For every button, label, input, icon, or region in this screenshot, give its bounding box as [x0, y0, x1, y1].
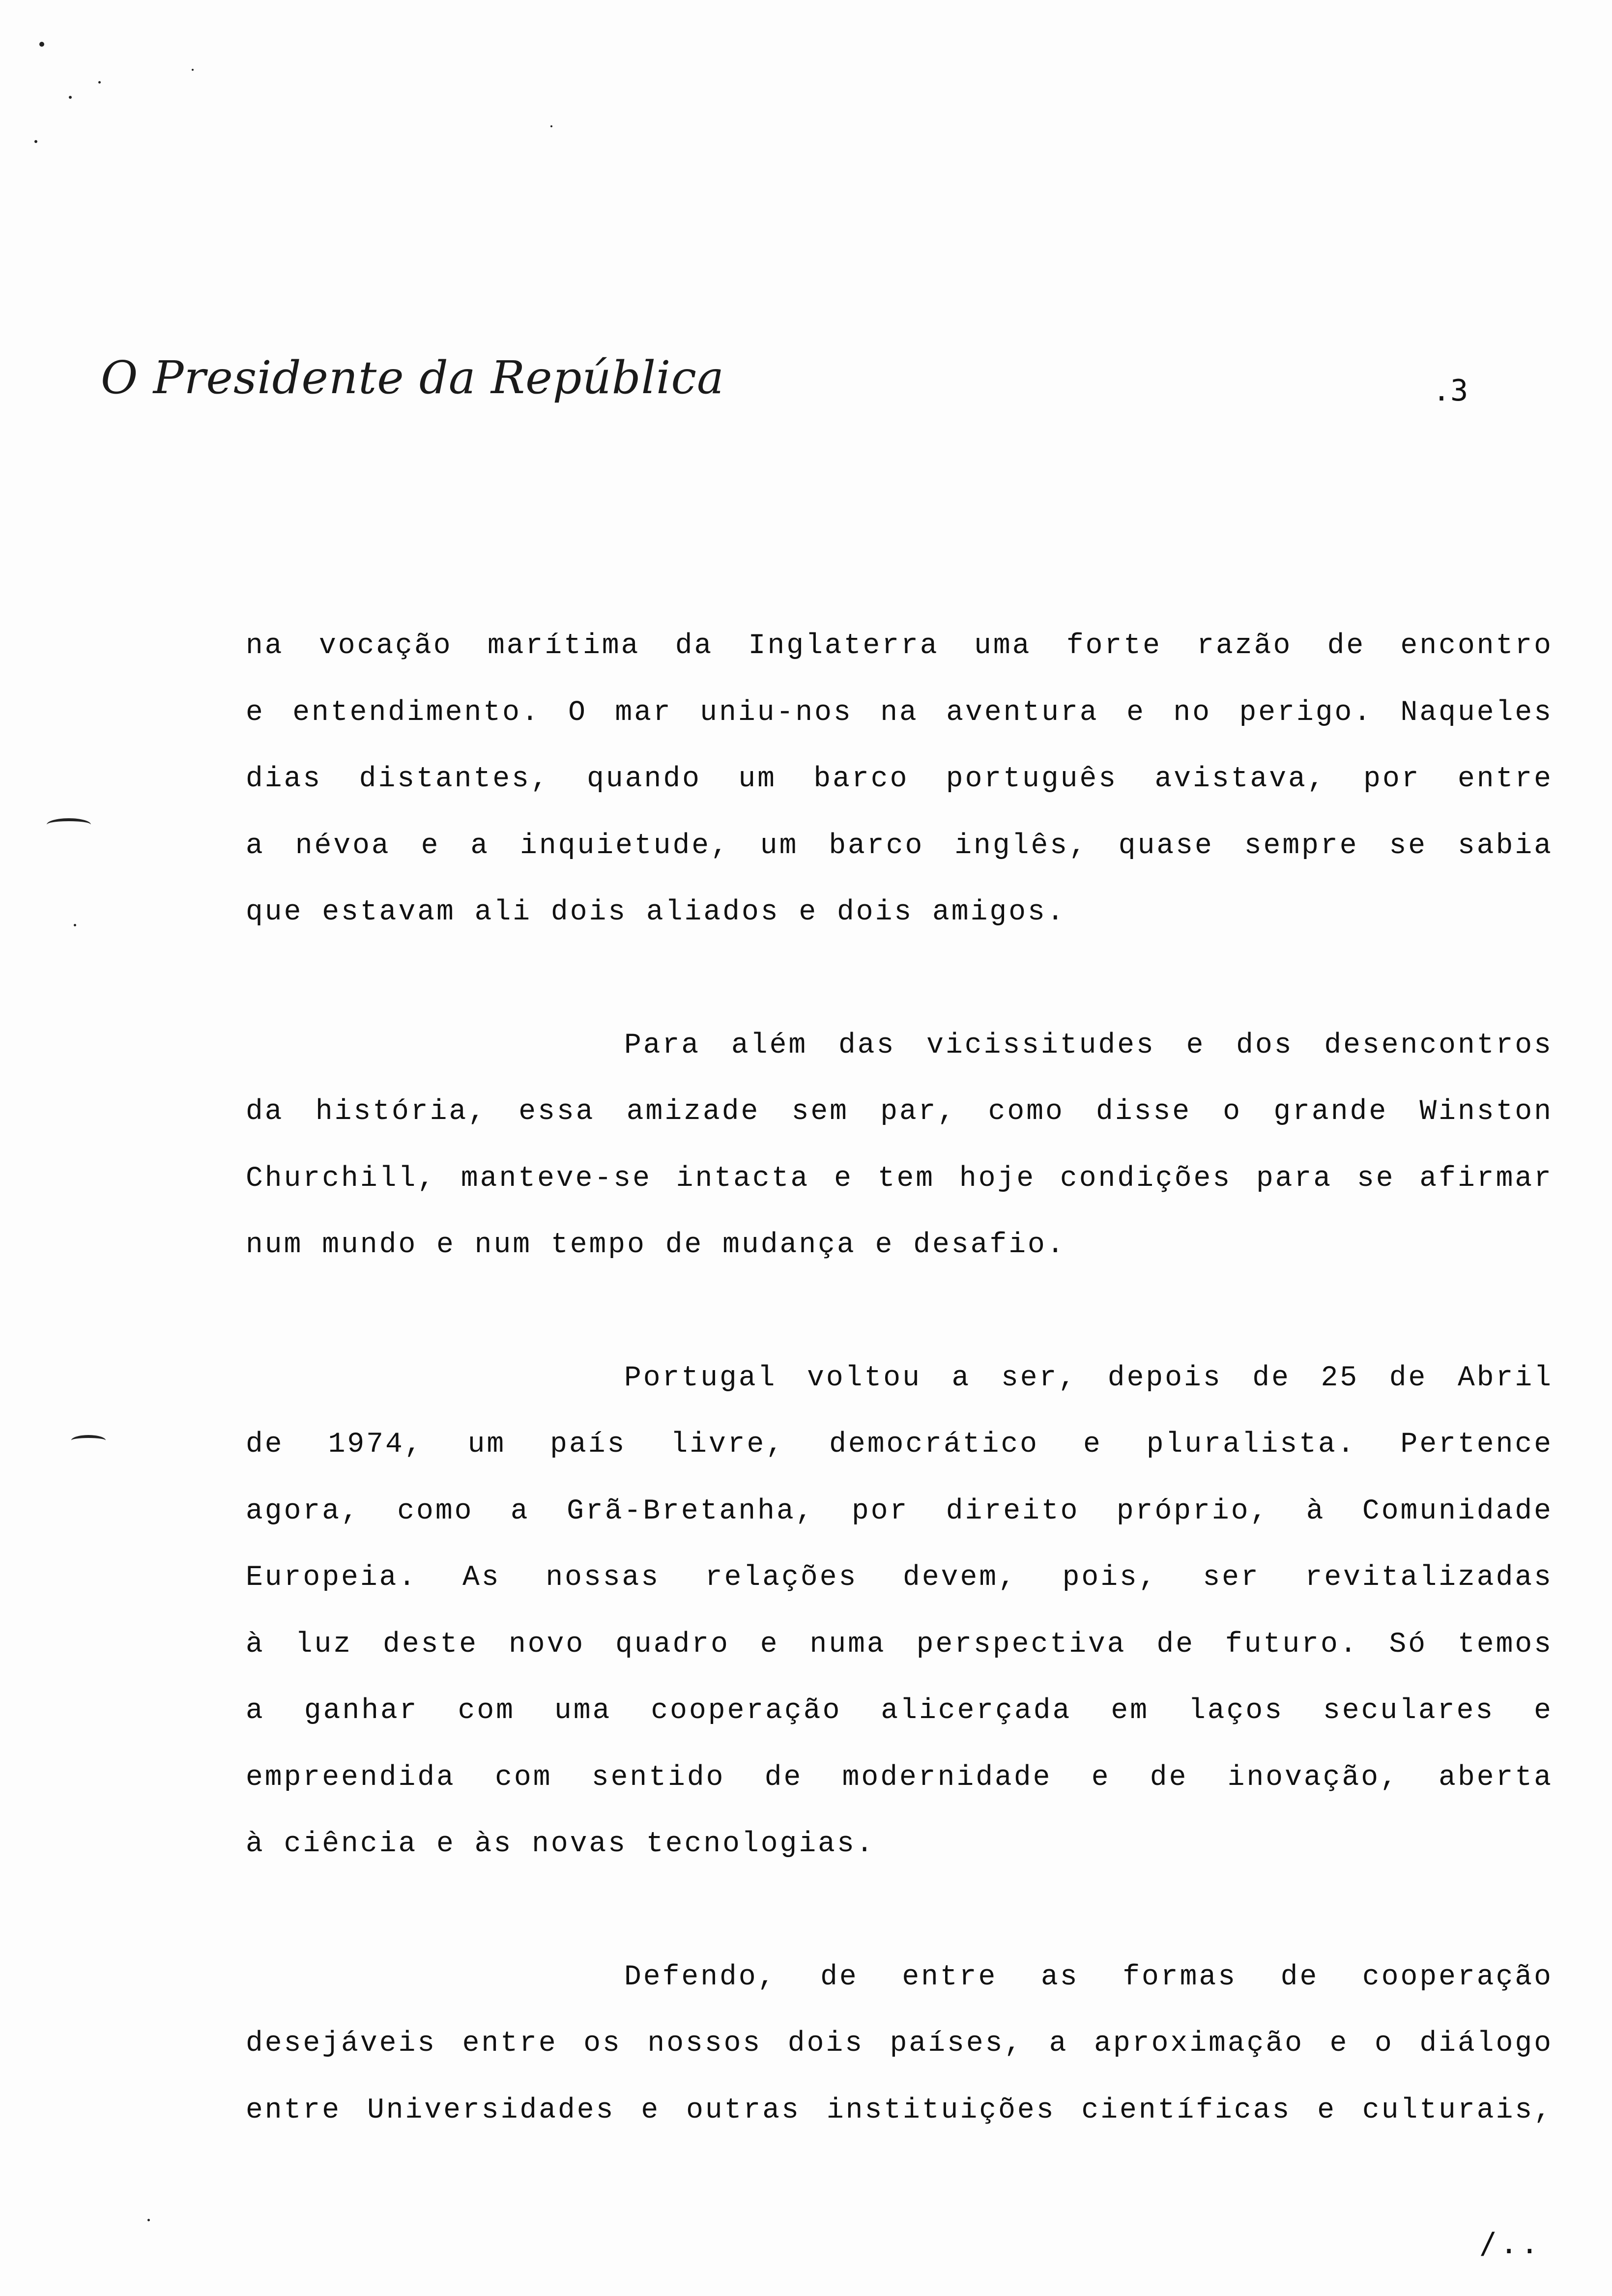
margin-mark	[47, 818, 91, 831]
text-line: dias distantes, quando um barco português avistava, por entre	[246, 763, 1553, 795]
text-line: entre Universidades e outras instituições científicas e culturais,	[246, 2094, 1553, 2126]
text-line: Churchill, manteve-se intacta e tem hoje condições para se afirmar	[246, 1162, 1553, 1195]
scan-speck	[74, 924, 76, 926]
text-line: à luz deste novo quadro e numa perspectiva de futuro. Só temos	[246, 1628, 1553, 1661]
scan-speck	[98, 81, 101, 84]
scan-speck	[147, 2219, 150, 2221]
text-line: a névoa e a inquietude, um barco inglês, quase sempre se sabia	[246, 830, 1553, 862]
scan-speck	[192, 69, 194, 71]
page-number: .3	[1433, 373, 1468, 408]
text-line: num mundo e num tempo de mudança e desafio.	[246, 1229, 1066, 1261]
text-line: Portugal voltou a ser, depois de 25 de Abril	[624, 1362, 1553, 1394]
scan-speck	[39, 42, 44, 47]
text-line: que estavam ali dois aliados e dois amigos.	[246, 896, 1066, 928]
text-line: desejáveis entre os nossos dois países, a aproximação e o diálogo	[246, 2028, 1553, 2060]
paragraph	[246, 624, 1553, 957]
text-line: Europeia. As nossas relações devem, pois, ser revitalizadas	[246, 1562, 1553, 1594]
paragraph	[246, 1955, 1553, 2155]
text-line: a ganhar com uma cooperação alicerçada em laços seculares e	[246, 1695, 1553, 1727]
text-line: Defendo, de entre as formas de cooperação	[624, 1961, 1553, 1993]
text-line: de 1974, um país livre, democrático e pluralista. Pertence	[246, 1429, 1553, 1461]
scan-speck	[550, 125, 552, 127]
letterhead-title: O Presidente da República	[101, 351, 724, 404]
scan-speck	[34, 140, 37, 143]
text-line: à ciência e às novas tecnologias.	[246, 1828, 875, 1860]
scan-speck	[69, 96, 72, 99]
letter-body	[246, 624, 1553, 2155]
text-line: agora, como a Grã-Bretanha, por direito próprio, à Comunidade	[246, 1495, 1553, 1527]
text-line: Para além das vicissitudes e dos desencontros	[624, 1029, 1553, 1062]
text-line: na vocação marítima da Inglaterra uma forte razão de encontro	[246, 630, 1553, 662]
text-line: e entendimento. O mar uniu-nos na aventura e no perigo. Naqueles	[246, 696, 1553, 729]
text-line: da história, essa amizade sem par, como disse o grande Winston	[246, 1096, 1553, 1128]
paragraph	[246, 1024, 1553, 1290]
text-line: empreendida com sentido de modernidade e de inovação, aberta	[246, 1761, 1553, 1794]
continuation-mark: /..	[1479, 2226, 1542, 2261]
paragraph	[246, 1356, 1553, 1889]
margin-mark	[71, 1435, 106, 1446]
